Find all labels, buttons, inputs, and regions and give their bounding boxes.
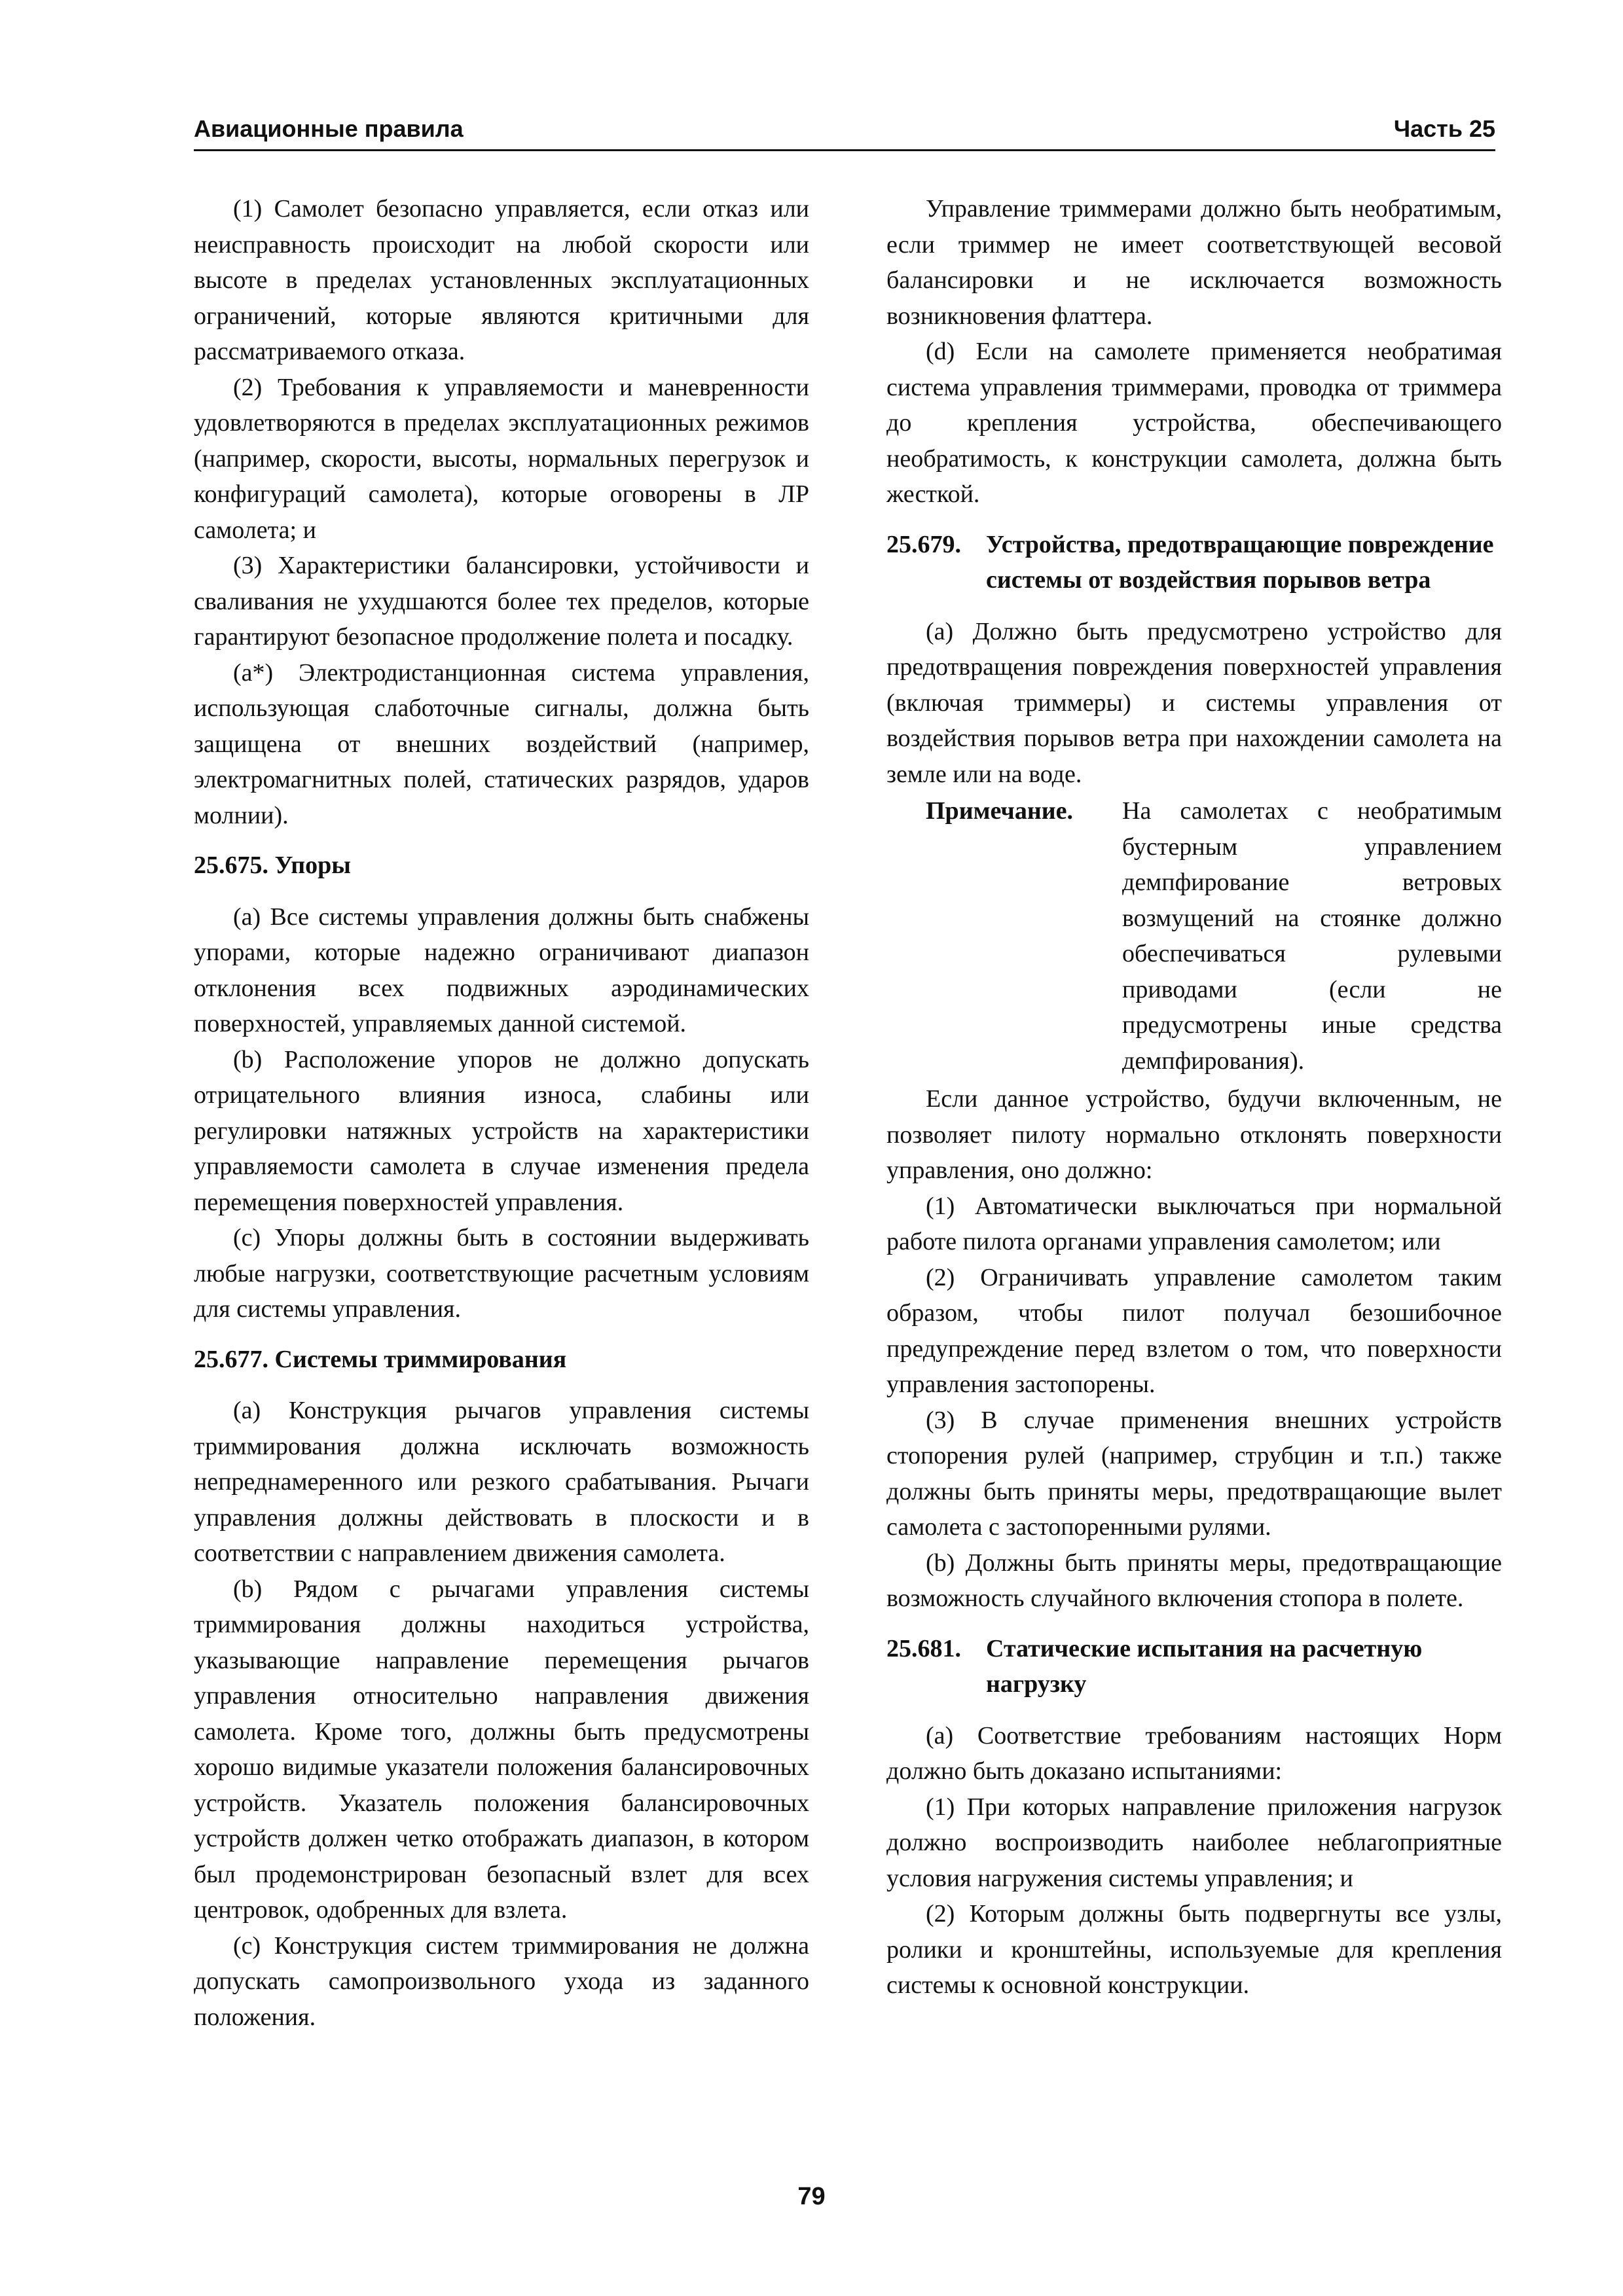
paragraph: (c) Конструкция систем триммирования не должна допускать самопроизвольного ухода из заданного положения.	[194, 1931, 809, 2031]
paragraph: (а*) Электродистанционная система управления, использующая слаботочные сигналы, должна быть защищена от внешних воздействий (например, электромагнитных полей, статических разрядов, ударов молнии).	[194, 658, 809, 829]
right-column	[886, 191, 1502, 2003]
section-heading-675: 25.675. Упоры	[194, 852, 351, 879]
note-text: На самолетах с необратимым бустерным управлением демпфирование ветровых возмущений на стоянке должно обеспечиваться рулевыми приводами (если не предусмотрены иные средства демпфирования).	[1122, 797, 1502, 1075]
paragraph: (d) Если на самолете применяется необратимая система управления триммерами, проводка от триммера до крепления устройства, обеспечивающего необратимость, к конструкции самолета, должна быть жесткой.	[886, 338, 1502, 508]
section-title: Статические испытания на расчетную нагрузку	[986, 1634, 1423, 1698]
paragraph: (b) Рядом с рычагами управления системы триммирования должны находиться устройства, указывающие направление перемещения рычагов управления относительно направления движения самолета. Кроме того, должны быть предусмотрены хорошо видимые указатели положения балансировочных устройств. Указатель положения балансировочных устройств должен четко отображать диапазон, в котором был продемонстрирован безопасный взлет для всех центровок, одобренных для взлета.	[194, 1575, 809, 1924]
paragraph: (2) Требования к управляемости и маневренности удовлетворяются в пределах эксплуатационных режимов (например, скорости, высоты, нормальных перегрузок и конфигураций самолета), которые оговорены в ЛР самолета; и	[194, 373, 809, 544]
paragraph: (b) Расположение упоров не должно допускать отрицательного влияния износа, слабины или регулировки натяжных устройств на характеристики управляемости самолета в случае изменения предела перемещения поверхностей управления.	[194, 1045, 809, 1216]
paragraph: Если данное устройство, будучи включенным, не позволяет пилоту нормально отклонять поверхности управления, оно должно:	[886, 1085, 1502, 1184]
left-column	[194, 191, 809, 2035]
paragraph: (a) Конструкция рычагов управления системы триммирования должна исключать возможность непреднамеренного или резкого срабатывания. Рычаги управления должны действовать в плоскости и в соответствии с направлением движения самолета.	[194, 1397, 809, 1567]
paragraph: (1) Автоматически выключаться при нормальной работе пилота органами управления самолетом; или	[886, 1192, 1502, 1255]
header-part: Часть 25	[1393, 115, 1495, 142]
paragraph: (3) В случае применения внешних устройств стопорения рулей (например, струбцин и т.п.) также должны быть приняты меры, предотвращающие вылет самолета с застопоренными рулями.	[886, 1406, 1502, 1541]
paragraph: (b) Должны быть приняты меры, предотвращающие возможность случайного включения стопора в полете.	[886, 1549, 1502, 1612]
paragraph: (2) Ограничивать управление самолетом таким образом, чтобы пилот получал безошибочное предупреждение перед взлетом о том, что поверхности управления застопорены.	[886, 1263, 1502, 1398]
page-number: 79	[797, 2183, 826, 2210]
paragraph: (a) Все системы управления должны быть снабжены упорами, которые надежно ограничивают диапазон отклонения всех подвижных аэродинамических поверхностей, управляемых данной системой.	[194, 903, 809, 1037]
section-number: 25.679.	[886, 530, 961, 558]
running-header	[194, 113, 1495, 151]
paragraph: (1) Самолет безопасно управляется, если отказ или неисправность происходит на любой скорости или высоте в пределах установленных эксплуатационных ограничений, которые являются критичными для рассматриваемого отказа.	[194, 195, 809, 365]
paragraph: (3) Характеристики балансировки, устойчивости и сваливания не ухудшаются более тех пределов, которые гарантируют безопасное продолжение полета и посадку.	[194, 552, 809, 651]
paragraph: (2) Которым должны быть подвергнуты все узлы, ролики и кронштейны, используемые для крепления системы к основной конструкции.	[886, 1900, 1502, 1999]
header-title: Авиационные правила	[194, 115, 464, 142]
note-label: Примечание.	[926, 797, 1073, 825]
section-title: Устройства, предотвращающие повреждение системы от воздействия порывов ветра	[986, 530, 1494, 594]
paragraph: (c) Упоры должны быть в состоянии выдерживать любые нагрузки, соответствующие расчетным условиям для системы управления.	[194, 1224, 809, 1323]
paragraph: Управление триммерами должно быть необратимым, если триммер не имеет соответствующей весовой балансировки и не исключается возможность возникновения флаттера.	[886, 195, 1502, 330]
note-block	[886, 793, 1502, 1079]
section-number: 25.681.	[886, 1634, 961, 1662]
paragraph: (1) При которых направление приложения нагрузок должно воспроизводить наиболее неблагоприятные условия нагружения системы управления; и	[886, 1793, 1502, 1892]
section-heading-681	[886, 1631, 1502, 1702]
section-heading-679	[886, 527, 1502, 598]
section-heading-677: 25.677. Системы триммирования	[194, 1345, 567, 1373]
paragraph: (a) Должно быть предусмотрено устройство для предотвращения повреждения поверхностей управления (включая триммеры) и системы управления от воздействия порывов ветра при нахождении самолета на земле или на воде.	[886, 617, 1502, 788]
paragraph: (a) Соответствие требованиям настоящих Норм должно быть доказано испытаниями:	[886, 1721, 1502, 1785]
